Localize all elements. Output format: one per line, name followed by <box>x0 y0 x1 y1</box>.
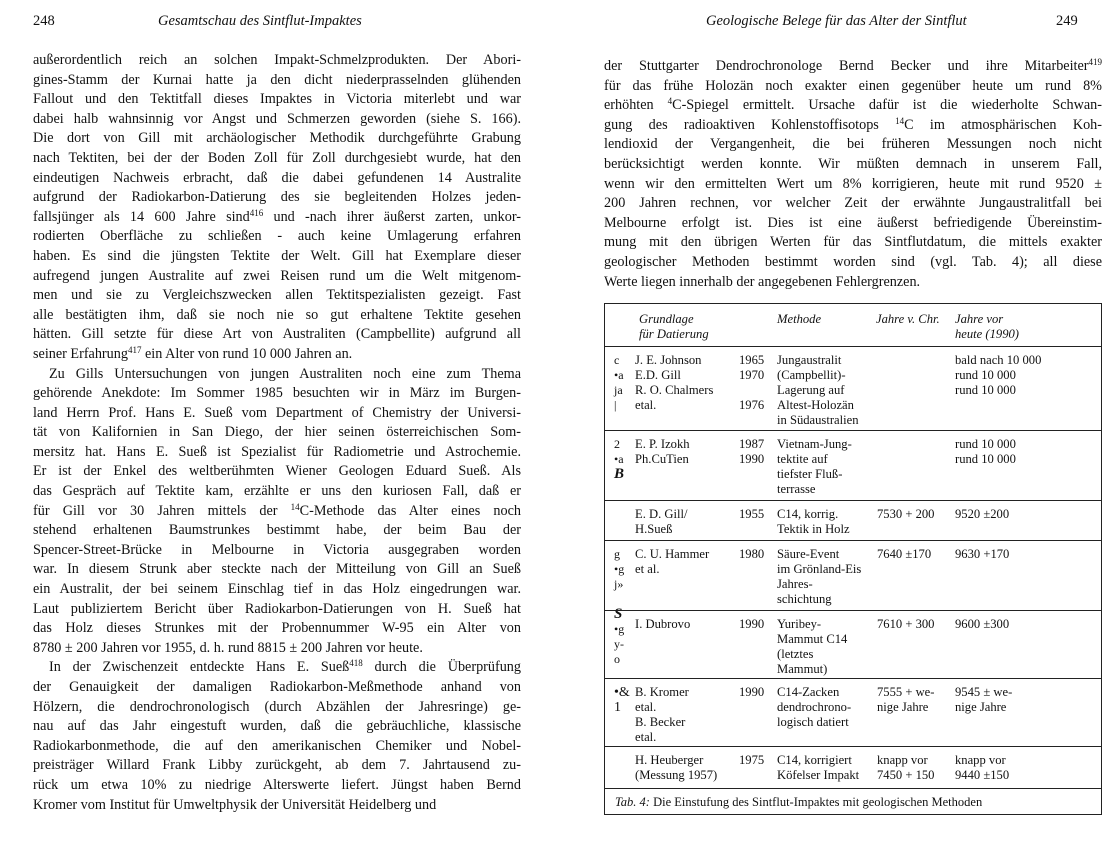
caption-text: Die Einstufung des Sintflut-Impaktes mit geologischen Methoden <box>653 795 983 809</box>
text-line: nach Tektiten, bei der der Boden Zoll für Zoll durchgesiebt wurde, hat den <box>33 149 521 166</box>
text-line: außerordentlich reich an solchen Impakt-Schmelzprodukten. Der Abori- <box>33 52 521 68</box>
margin-mark: c <box>614 353 620 367</box>
table-row <box>605 678 1101 747</box>
margin-mark: •g <box>614 562 625 576</box>
cell-years-now <box>955 617 1009 632</box>
cell-basis-line: E. D. Gill/ <box>635 507 688 521</box>
text-line: gehörende Anekdote: Im Sommer 1985 besuchten wir in März im Burgen- <box>33 385 521 402</box>
footnote-marker: 417 <box>127 344 142 355</box>
text-line: Melbourne erfolgt ist. Dies ist eine äußerst befriedigende Übereinstim- <box>604 214 1102 231</box>
cell-year-line: 1955 <box>739 507 765 521</box>
cell-years-now-line: 9440 ±150 <box>955 768 1010 782</box>
cell-years-now-line: 9600 ±300 <box>955 617 1010 631</box>
paragraph <box>33 658 521 815</box>
text-line: tät von Kalifornien in San Diego, der hier seinen österreichischen Som- <box>33 424 521 441</box>
text-line: der Genauigkeit der damaligen Radiokarbon-Meßmethode anhand von <box>33 679 521 695</box>
cell-basis-line: H.Sueß <box>635 522 673 536</box>
cell-year-line: 1990 <box>739 685 765 699</box>
cell-years-now-line: 9520 ±200 <box>955 507 1010 521</box>
cell-year <box>739 437 764 467</box>
footnote-marker: 416 <box>249 207 264 218</box>
cell-basis-line: Ph.CuTien <box>635 452 689 466</box>
margin-mark: •g <box>614 622 625 636</box>
margin-mark: ja <box>614 383 623 397</box>
cell-method-line: C14, korrig. <box>777 507 839 521</box>
text-line: aufregend jungen Australite auf zwei Reisen rund um die Welt mitgenom- <box>33 267 521 284</box>
text-line: rodierten Oberfläche zu schließen - auch keine Umlagerung erfahren <box>33 228 521 245</box>
left-page-body <box>33 51 521 815</box>
cell-method-line: Lagerung auf <box>777 383 845 397</box>
cell-method-line: Säure-Event <box>777 547 840 561</box>
right-page <box>556 0 1113 842</box>
text-line: men und sie zu Vergleichszwecken allen Tektitspezialisten gezeigt. Fast <box>33 287 521 304</box>
text-line: mung mit den übrigen Werten für das Sintflutdatum, die mittels exakter <box>604 234 1102 251</box>
text-line: Werte liegen innerhalb der angegebenen Fehlergrenzen. <box>604 273 921 290</box>
table-row <box>605 746 1101 789</box>
cell-years-bc-line: 7555 + we- <box>877 685 935 699</box>
cell-years-bc-line: 7450 + 150 <box>877 768 935 782</box>
running-head-right <box>706 13 967 30</box>
cell-years-bc-line: 7530 + 200 <box>877 507 935 521</box>
cell-basis-line: C. U. Hammer <box>635 547 710 561</box>
cell-method-line: Jungaustralit <box>777 353 842 367</box>
cell-method-line: C14-Zacken <box>777 685 840 699</box>
text-line: Radiokarbonmethode, die auf den amerikanischen Chemiker und Nobel- <box>33 737 521 754</box>
running-head-right-text: Geologische Belege für das Alter der Sintflut <box>706 13 967 29</box>
margin-mark: y- <box>614 637 624 651</box>
cell-years-now-line: rund 10 000 <box>955 452 1016 466</box>
cell-years-bc-line: knapp vor <box>877 753 928 767</box>
cell-year-line: 1990 <box>739 617 765 631</box>
footnote-marker: 14 <box>290 501 300 512</box>
cell-years-now-line: rund 10 000 <box>955 383 1016 397</box>
cell-years-bc-line: 7640 ±170 <box>877 547 932 561</box>
cell-year-line: 1970 <box>739 368 765 382</box>
header-method: Methode <box>777 312 822 326</box>
text-line: alle bestätigten ihm, daß sie noch nie so gut erhaltene Tektite gesehen <box>33 306 521 323</box>
text-line: Kromer vom Institut für Umweltphysik der Universität Heidelberg und <box>33 796 437 813</box>
cell-method <box>777 437 852 497</box>
cell-basis <box>635 753 717 783</box>
cell-years-bc-line: 7610 + 300 <box>877 617 935 631</box>
cell-year <box>739 617 764 632</box>
text-line: Fallout und den Tektitfall dieses Impaktes in Victoria miterlebt und war <box>33 91 521 108</box>
margin-mark: 1 <box>614 700 621 715</box>
text-line: Spencer-Street-Brücke in Melbourne in Victoria ausgegraben worden <box>33 541 521 558</box>
cell-years-now-line: 9630 +170 <box>955 547 1010 561</box>
cell-year <box>739 547 764 562</box>
cell-basis-line: (Messung 1957) <box>635 768 718 782</box>
cell-method <box>777 685 851 730</box>
cell-years-now <box>955 753 1009 783</box>
header-years-now-line: heute (1990) <box>955 327 1019 341</box>
footnote-marker: 419 <box>1088 57 1102 67</box>
cell-year-line: 1976 <box>739 398 765 412</box>
cell-method-line: Köfelser Impakt <box>777 768 860 782</box>
cell-basis-line: R. O. Chalmers <box>635 383 714 397</box>
margin-mark <box>614 592 624 607</box>
cell-method-line: tektite auf <box>777 452 828 466</box>
table-row <box>605 430 1101 501</box>
header-basis-line: Grundlage <box>639 312 694 326</box>
table-row <box>605 610 1101 679</box>
paragraph <box>604 57 1102 292</box>
cell-years-now-line: rund 10 000 <box>955 368 1016 382</box>
cell-years-now <box>955 353 1041 398</box>
cell-years-bc <box>877 617 934 632</box>
cell-method-line: im Grönland-Eis <box>777 562 862 576</box>
cell-years-bc <box>877 753 934 783</box>
text-line: das Gespräch auf Tektite kam, erzählte er uns den kuriosen Fall, daß er <box>33 483 521 500</box>
running-head-left <box>158 13 362 30</box>
table-caption <box>615 795 982 810</box>
cell-method-line: (Campbellit)- <box>777 368 846 382</box>
text-line: erhöhten $^4$C-Spiegel ermittelt. Ursache dafür ist die wiederholte Schwan- <box>604 96 1102 114</box>
cell-year <box>739 507 764 522</box>
text-line: Die dort von Gill mit archäologischer Methodik durchgeführte Grabung <box>33 130 521 147</box>
cell-years-now <box>955 685 1012 715</box>
cell-year-line: 1987 <box>739 437 765 451</box>
cell-basis-line: etal. <box>635 700 657 714</box>
margin-mark: B <box>614 466 625 482</box>
cell-years-now-line: knapp vor <box>955 753 1006 767</box>
text-line: lendioxid der Vergangenheit, die bei früheren Messungen noch nicht <box>604 136 1102 153</box>
cell-basis-line: etal. <box>635 730 657 744</box>
text-line: für Gill vor 30 Jahren mittels der $^{14}$C-Methode das Alter eines noch <box>33 501 521 519</box>
text-line: dabei halb wahnsinnig vor Angst und Schmerzen geworden (siehe S. 166). <box>33 110 521 127</box>
cell-method-line: Altest-Holozän <box>777 398 854 412</box>
cell-years-bc-line: nige Jahre <box>877 700 929 714</box>
text-line: gung des radioaktiven Kohlenstoffisotops $^{14}$C im atmosphärischen Koh- <box>604 115 1102 133</box>
right-page-body <box>604 57 1102 292</box>
cell-basis <box>635 617 690 632</box>
margin-mark: •a <box>614 452 624 466</box>
text-line: eindeutigen Nachweis erbracht, daß die dabei gefundenen 14 Australite <box>33 169 521 186</box>
margin-marks <box>614 685 630 715</box>
margin-mark: g <box>614 547 620 561</box>
table-row <box>605 346 1101 431</box>
text-line: gines-Stamm der Kurnai hatte ja den dicht niederprasselnden glühenden <box>33 71 521 88</box>
cell-basis <box>635 507 687 537</box>
text-line: war. In diesem Strunk aber steckte nach der Mitteilung von Gill an Sueß <box>33 561 521 578</box>
cell-year <box>739 685 764 700</box>
header-basis <box>639 312 709 342</box>
header-years-now <box>955 312 1019 342</box>
text-line: rück um etwa 10% zu niedrige Alterswerte liefert. Jüngst haben Bernd <box>33 776 521 793</box>
dating-table <box>604 303 1102 815</box>
cell-years-now-line: rund 10 000 <box>955 437 1016 451</box>
cell-year-line: 1965 <box>739 353 765 367</box>
footnote-marker: 4 <box>667 96 673 107</box>
cell-method-line: tiefster Fluß- <box>777 467 843 481</box>
margin-marks <box>614 353 624 413</box>
cell-method-line: dendrochrono- <box>777 700 852 714</box>
text-line: seiner Erfahrung$^{417}$ ein Alter von rund 10 000 Jahren an. <box>33 344 353 362</box>
cell-method-line: logisch datiert <box>777 715 849 729</box>
cell-method-line: C14, korrigiert <box>777 753 852 767</box>
text-line: hätten. Gill setzte für diese Art von Australiten (Campbellite) aufgrund all <box>33 326 521 343</box>
cell-method-line: Jahres- <box>777 577 813 591</box>
cell-method-line: in Südaustralien <box>777 413 859 427</box>
cell-years-now-line: 9545 ± we- <box>955 685 1013 699</box>
margin-mark: j» <box>614 577 624 591</box>
cell-year-line: 1975 <box>739 753 765 767</box>
cell-basis-line: E.D. Gill <box>635 368 681 382</box>
header-years-now-line: Jahre vor <box>955 312 1004 326</box>
cell-years-now-line: bald nach 10 000 <box>955 353 1042 367</box>
margin-marks <box>614 437 624 482</box>
margin-mark: S <box>614 606 623 622</box>
text-line: In der Zwischenzeit entdeckte Hans E. Sueß$^{418}$ durch die Überprüfung <box>49 658 521 676</box>
cell-years-bc <box>877 547 931 562</box>
left-page <box>0 0 556 842</box>
text-line: nau auf das Jahr eingestuft wurden, daß die gebräuchliche, klassische <box>33 718 521 735</box>
cell-method-line: Mammut) <box>777 662 828 676</box>
margin-mark: o <box>614 652 620 666</box>
text-line: Laut publiziertem Bericht über Radiokarbon-Datierungen von H. Sueß hat <box>33 600 521 617</box>
cell-years-now <box>955 507 1009 522</box>
paragraph <box>33 51 521 365</box>
cell-method <box>777 507 850 537</box>
text-line: Er ist der Enkel des weltberühmten Wiener Geologen Eduard Sueß. Als <box>33 463 521 480</box>
text-line: der Stuttgarter Dendrochronologe Bernd Becker und ihre Mitarbeiter$^{419}$ <box>604 57 1102 74</box>
cell-method-line: (letztes <box>777 647 814 661</box>
cell-year-line: 1990 <box>739 452 765 466</box>
cell-basis-line: et al. <box>635 562 660 576</box>
caption-label: Tab. 4: <box>615 795 650 809</box>
cell-years-now <box>955 547 1009 562</box>
cell-years-now-line: nige Jahre <box>955 700 1007 714</box>
cell-basis-line: I. Dubrovo <box>635 617 691 631</box>
text-line: wenn wir den ermittelten Wert um 8% korrigieren, heute mit rund 9520 ± <box>604 175 1102 192</box>
text-line: fallsjünger als 14 600 Jahre sind$^{416}$ und -nach ihrer äußerst zarten, unkor- <box>33 207 522 225</box>
margin-mark: | <box>614 398 617 412</box>
cell-method <box>777 547 861 607</box>
text-line: preisträger Willard Frank Libby zurückgeht, ab dem 7. Jahrtausend zu- <box>33 757 521 774</box>
cell-method-line: Mammut C14 <box>777 632 848 646</box>
table-row <box>605 500 1101 541</box>
cell-basis <box>635 353 713 413</box>
cell-years-now <box>955 437 1016 467</box>
text-line: land Herrn Prof. Hans E. Sueß vom Department of Chemistry der Universi- <box>33 404 521 421</box>
cell-basis-line: H. Heuberger <box>635 753 704 767</box>
cell-years-bc <box>877 685 934 715</box>
cell-method <box>777 753 859 783</box>
cell-years-bc <box>877 507 934 522</box>
cell-basis-line: J. E. Johnson <box>635 353 702 367</box>
cell-method-line: schichtung <box>777 592 832 606</box>
cell-basis-line: E. P. Izokh <box>635 437 690 451</box>
cell-basis <box>635 547 709 577</box>
text-line: für das frühe Holozän noch exakter einen gegenüber heute um rund 8% <box>604 77 1102 94</box>
text-line: Zu Gills Untersuchungen von jungen Australiten noch eine zum Thema <box>49 365 521 382</box>
page-number-right: 249 <box>1056 13 1078 29</box>
text-line: haben. Es sind die jüngsten Tektite der Welt. Gill hat Exemplare dieser <box>33 247 521 264</box>
cell-year <box>739 353 764 413</box>
page-number-left: 248 <box>33 13 55 29</box>
footnote-marker: 418 <box>349 658 363 669</box>
cell-year-line: 1980 <box>739 547 765 561</box>
text-line: aufgrund der Radiokarbon-Datierung des sie begleitenden Holzes jeden- <box>33 189 521 206</box>
cell-method-line: Tektik in Holz <box>777 522 850 536</box>
text-line: 8780 ± 200 Jahren vor 1955, d. h. rund 8815 ± 200 Jahren vor heute. <box>33 639 423 656</box>
text-line: geologischer Methoden bestimmt worden sind (vgl. Tab. 4); all diese <box>604 253 1102 270</box>
cell-method <box>777 353 859 428</box>
cell-method <box>777 617 847 677</box>
cell-basis-line: etal. <box>635 398 657 412</box>
margin-mark: •a <box>614 368 624 382</box>
margin-mark: 2 <box>614 437 620 451</box>
cell-basis-line: B. Becker <box>635 715 686 729</box>
text-line: Hölzern, die dendrochronologisch (durch Abzählen der Jahresringe) ge- <box>33 698 521 715</box>
cell-method-line: Yuribey- <box>777 617 822 631</box>
cell-year <box>739 753 764 768</box>
running-head-left-text: Gesamtschau des Sintflut-Impaktes <box>158 13 362 29</box>
cell-basis-line: B. Kromer <box>635 685 689 699</box>
cell-year-line <box>739 383 764 398</box>
text-line: berücksichtigt werden konnte. Wir müßten demnach in unserem Fall, <box>604 155 1102 172</box>
paragraph <box>33 365 521 659</box>
cell-method-line: terrasse <box>777 482 816 496</box>
footnote-marker: 14 <box>895 115 905 126</box>
header-years-bc: Jahre v. Chr. <box>876 312 940 326</box>
margin-mark: •& <box>614 685 630 700</box>
text-line: ein Australit, der bei seinem Einschlag tief in das Holz eingedrungen war. <box>33 581 521 598</box>
text-line: stehend erhaltenen Baumstrunkes bestimmt habe, der beim Bau der <box>33 522 521 539</box>
table-caption-row <box>605 788 1101 816</box>
header-basis-line: für Datierung <box>639 327 709 341</box>
text-line: das Holz dieses Strunkes mit der Probennummer W-95 ein Alter von <box>33 620 521 637</box>
cell-basis <box>635 437 690 467</box>
text-line: mersitz hat. Hans E. Sueß ist Spezialist für Radiometrie und Astrochemie. <box>33 443 521 460</box>
text-line: 200 Jahren rechnen, vor welcher Zeit der erwähnte Jungaustralitfall bei <box>604 195 1102 212</box>
cell-basis <box>635 685 689 745</box>
cell-method-line: Vietnam-Jung- <box>777 437 852 451</box>
